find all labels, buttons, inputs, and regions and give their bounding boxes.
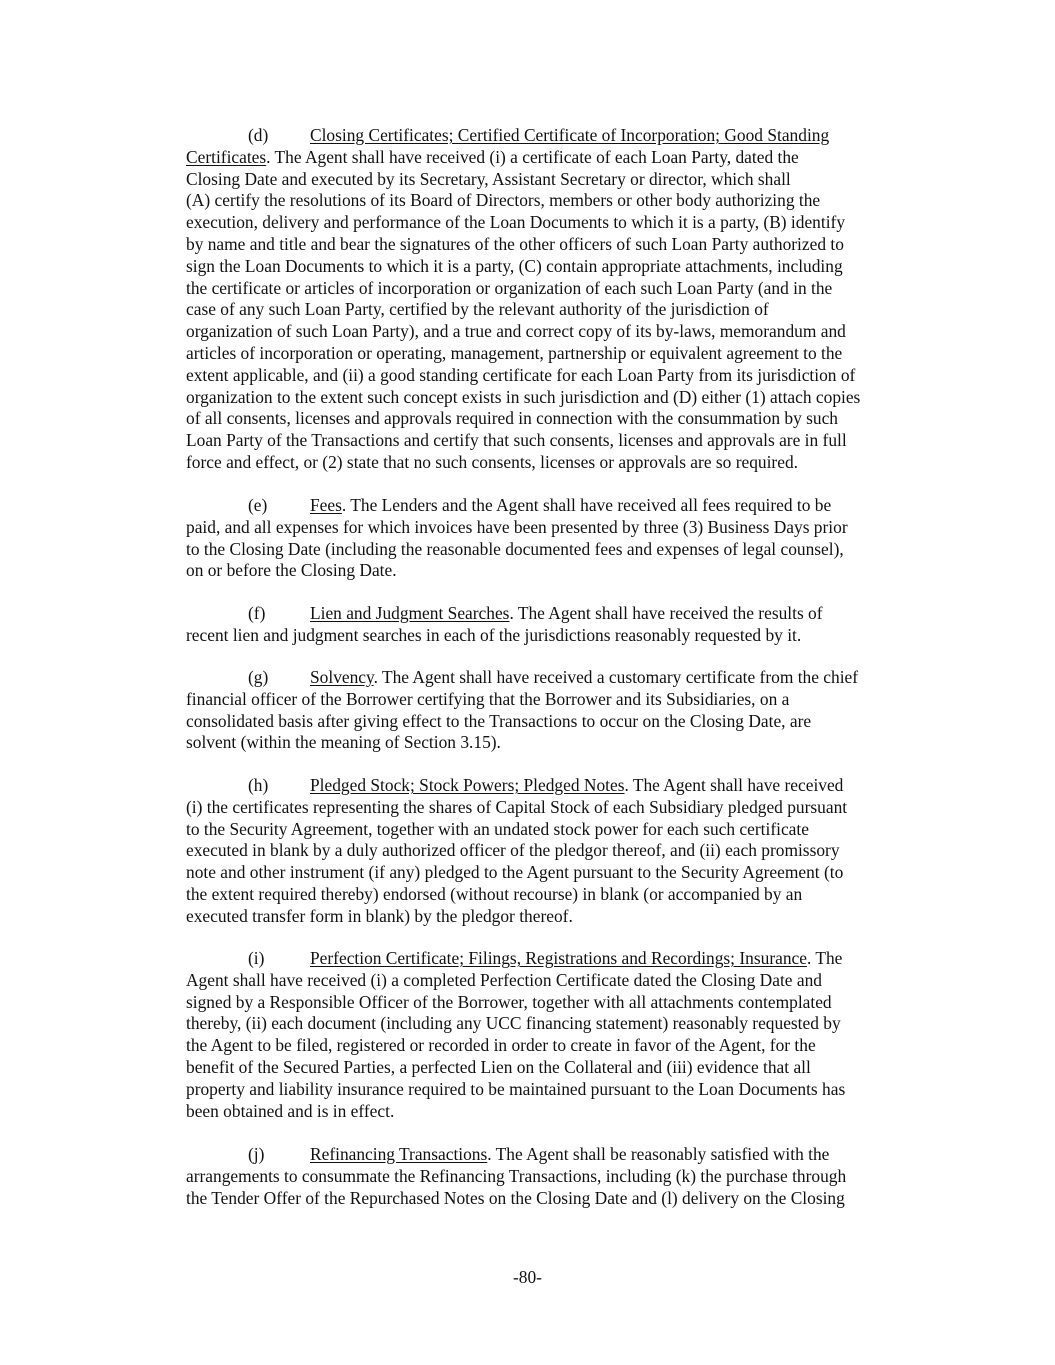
paragraph-line: been obtained and is in effect. [186,1100,395,1121]
paragraph-first-line [186,667,926,689]
paragraph-line: executed transfer form in blank) by the pledgor thereof. [186,905,573,926]
paragraph-heading: Closing Certificates; Certified Certificate of Incorporation; Good Standing [310,125,830,145]
paragraph-line: articles of incorporation or operating, management, partnership or equivalent agreement to the [186,342,843,363]
paragraph-line: extent applicable, and (ii) a good standing certificate for each Loan Party from its jurisdiction of [186,364,856,385]
paragraph-number: (h) [248,775,269,795]
paragraph-line [186,147,926,169]
paragraph-heading-tail: . The [806,948,843,968]
paragraph-heading: Solvency [310,667,374,687]
paragraph-line: property and liability insurance required to be maintained pursuant to the Loan Documents has [186,1078,846,1099]
paragraph-line: the certificate or articles of incorporation or organization of each such Loan Party (and in the [186,277,833,298]
paragraph-line: of all consents, licenses and approvals required in connection with the consummation by such [186,408,838,429]
paragraph-line: organization to the extent such concept exists in such jurisdiction and (D) either (1) attach copies [186,386,861,407]
paragraph-line: Agent shall have received (i) a completed Perfection Certificate dated the Closing Date and [186,969,822,990]
paragraph-heading: Perfection Certificate; Filings, Registrations and Recordings; Insurance [310,948,807,968]
paragraph-first-line [186,603,926,625]
paragraph-heading-tail: . The Agent shall have received (i) a certificate of each Loan Party, dated the [266,146,799,167]
paragraph-heading-tail: . The Agent shall have received [624,775,844,795]
paragraph-number: (d) [248,125,269,145]
paragraph-line: arrangements to consummate the Refinancing Transactions, including (k) the purchase through [186,1165,847,1186]
paragraph-line: Closing Date and executed by its Secretary, Assistant Secretary or director, which shall [186,168,791,189]
paragraph-first-line [186,775,926,797]
paragraph-line: sign the Loan Documents to which it is a party, (C) contain appropriate attachments, including [186,255,843,276]
paragraph-first-line [186,948,926,970]
paragraph-line: thereby, (ii) each document (including any UCC financing statement) reasonably requested by [186,1013,841,1034]
paragraph-line: the Tender Offer of the Repurchased Notes on the Closing Date and (l) delivery on the Closing [186,1187,845,1208]
paragraph-line: case of any such Loan Party, certified by the relevant authority of the jurisdiction of [186,299,769,320]
paragraph-first-line [186,125,926,147]
paragraph-heading-tail: . The Agent shall have received the results of [509,603,823,623]
paragraph-line: financial officer of the Borrower certifying that the Borrower and its Subsidiaries, on a [186,688,790,709]
paragraph-line: the extent required thereby) endorsed (without recourse) in blank (or accompanied by an [186,883,803,904]
paragraph-line: note and other instrument (if any) pledged to the Agent pursuant to the Security Agreement (to [186,862,844,883]
paragraph-line: force and effect, or (2) state that no such consents, licenses or approvals are so required. [186,451,798,472]
paragraph-number: (g) [248,667,269,687]
paragraph-line: benefit of the Secured Parties, a perfected Lien on the Collateral and (iii) evidence that all [186,1056,811,1077]
paragraph-number: (e) [248,495,268,515]
paragraph-line: signed by a Responsible Officer of the Borrower, together with all attachments contemplated [186,991,832,1012]
page-number: -80- [513,1267,542,1287]
paragraph-heading-tail: . The Lenders and the Agent shall have received all fees required to be [341,495,832,515]
paragraph-heading-tail: . The Agent shall have received a customary certificate from the chief [373,667,859,687]
paragraph-line: Loan Party of the Transactions and certify that such consents, licenses and approvals are in full [186,430,847,451]
paragraph-heading: Fees [310,495,342,515]
paragraph-line: by name and title and bear the signatures of the other officers of such Loan Party authorized to [186,233,844,254]
paragraph-heading: Refinancing Transactions [310,1144,488,1164]
paragraph-line: solvent (within the meaning of Section 3.15). [186,732,501,753]
paragraph-d [186,125,926,474]
paragraph-number: (j) [248,1144,265,1164]
paragraph-first-line [186,1144,926,1166]
paragraph-number: (i) [248,948,265,968]
paragraph-e [186,495,926,582]
paragraph-line: to the Closing Date (including the reasonable documented fees and expenses of legal counsel), [186,538,844,559]
paragraph-line: (A) certify the resolutions of its Board of Directors, members or other body authorizing the [186,190,821,211]
paragraph-i [186,948,926,1122]
paragraph-h [186,775,926,928]
paragraph-line: the Agent to be filed, registered or recorded in order to create in favor of the Agent, for the [186,1035,816,1056]
paragraph-number: (f) [248,603,266,623]
paragraph-heading: Certificates [186,146,267,167]
paragraph-line: consolidated basis after giving effect to the Transactions to occur on the Closing Date, are [186,710,812,731]
paragraph-heading: Pledged Stock; Stock Powers; Pledged Notes [310,775,625,795]
paragraph-heading-tail: . The Agent shall be reasonably satisfied with the [487,1144,830,1164]
paragraph-line: executed in blank by a duly authorized officer of the pledgor thereof, and (ii) each promissory [186,840,840,861]
paragraph-first-line [186,495,926,517]
paragraph-line: (i) the certificates representing the shares of Capital Stock of each Subsidiary pledged pursuant [186,796,848,817]
paragraph-f [186,603,926,647]
paragraph-line: paid, and all expenses for which invoices have been presented by three (3) Business Days prior [186,516,848,537]
paragraph-line: organization of such Loan Party), and a true and correct copy of its by-laws, memorandum and [186,321,846,342]
paragraph-line: recent lien and judgment searches in each of the jurisdictions reasonably requested by it. [186,624,802,645]
paragraph-j [186,1144,926,1209]
paragraph-g [186,667,926,754]
paragraph-line: on or before the Closing Date. [186,560,397,581]
paragraph-heading: Lien and Judgment Searches [310,603,510,623]
paragraph-line: to the Security Agreement, together with an undated stock power for each such certificate [186,818,809,839]
paragraph-line: execution, delivery and performance of the Loan Documents to which it is a party, (B) identify [186,212,846,233]
